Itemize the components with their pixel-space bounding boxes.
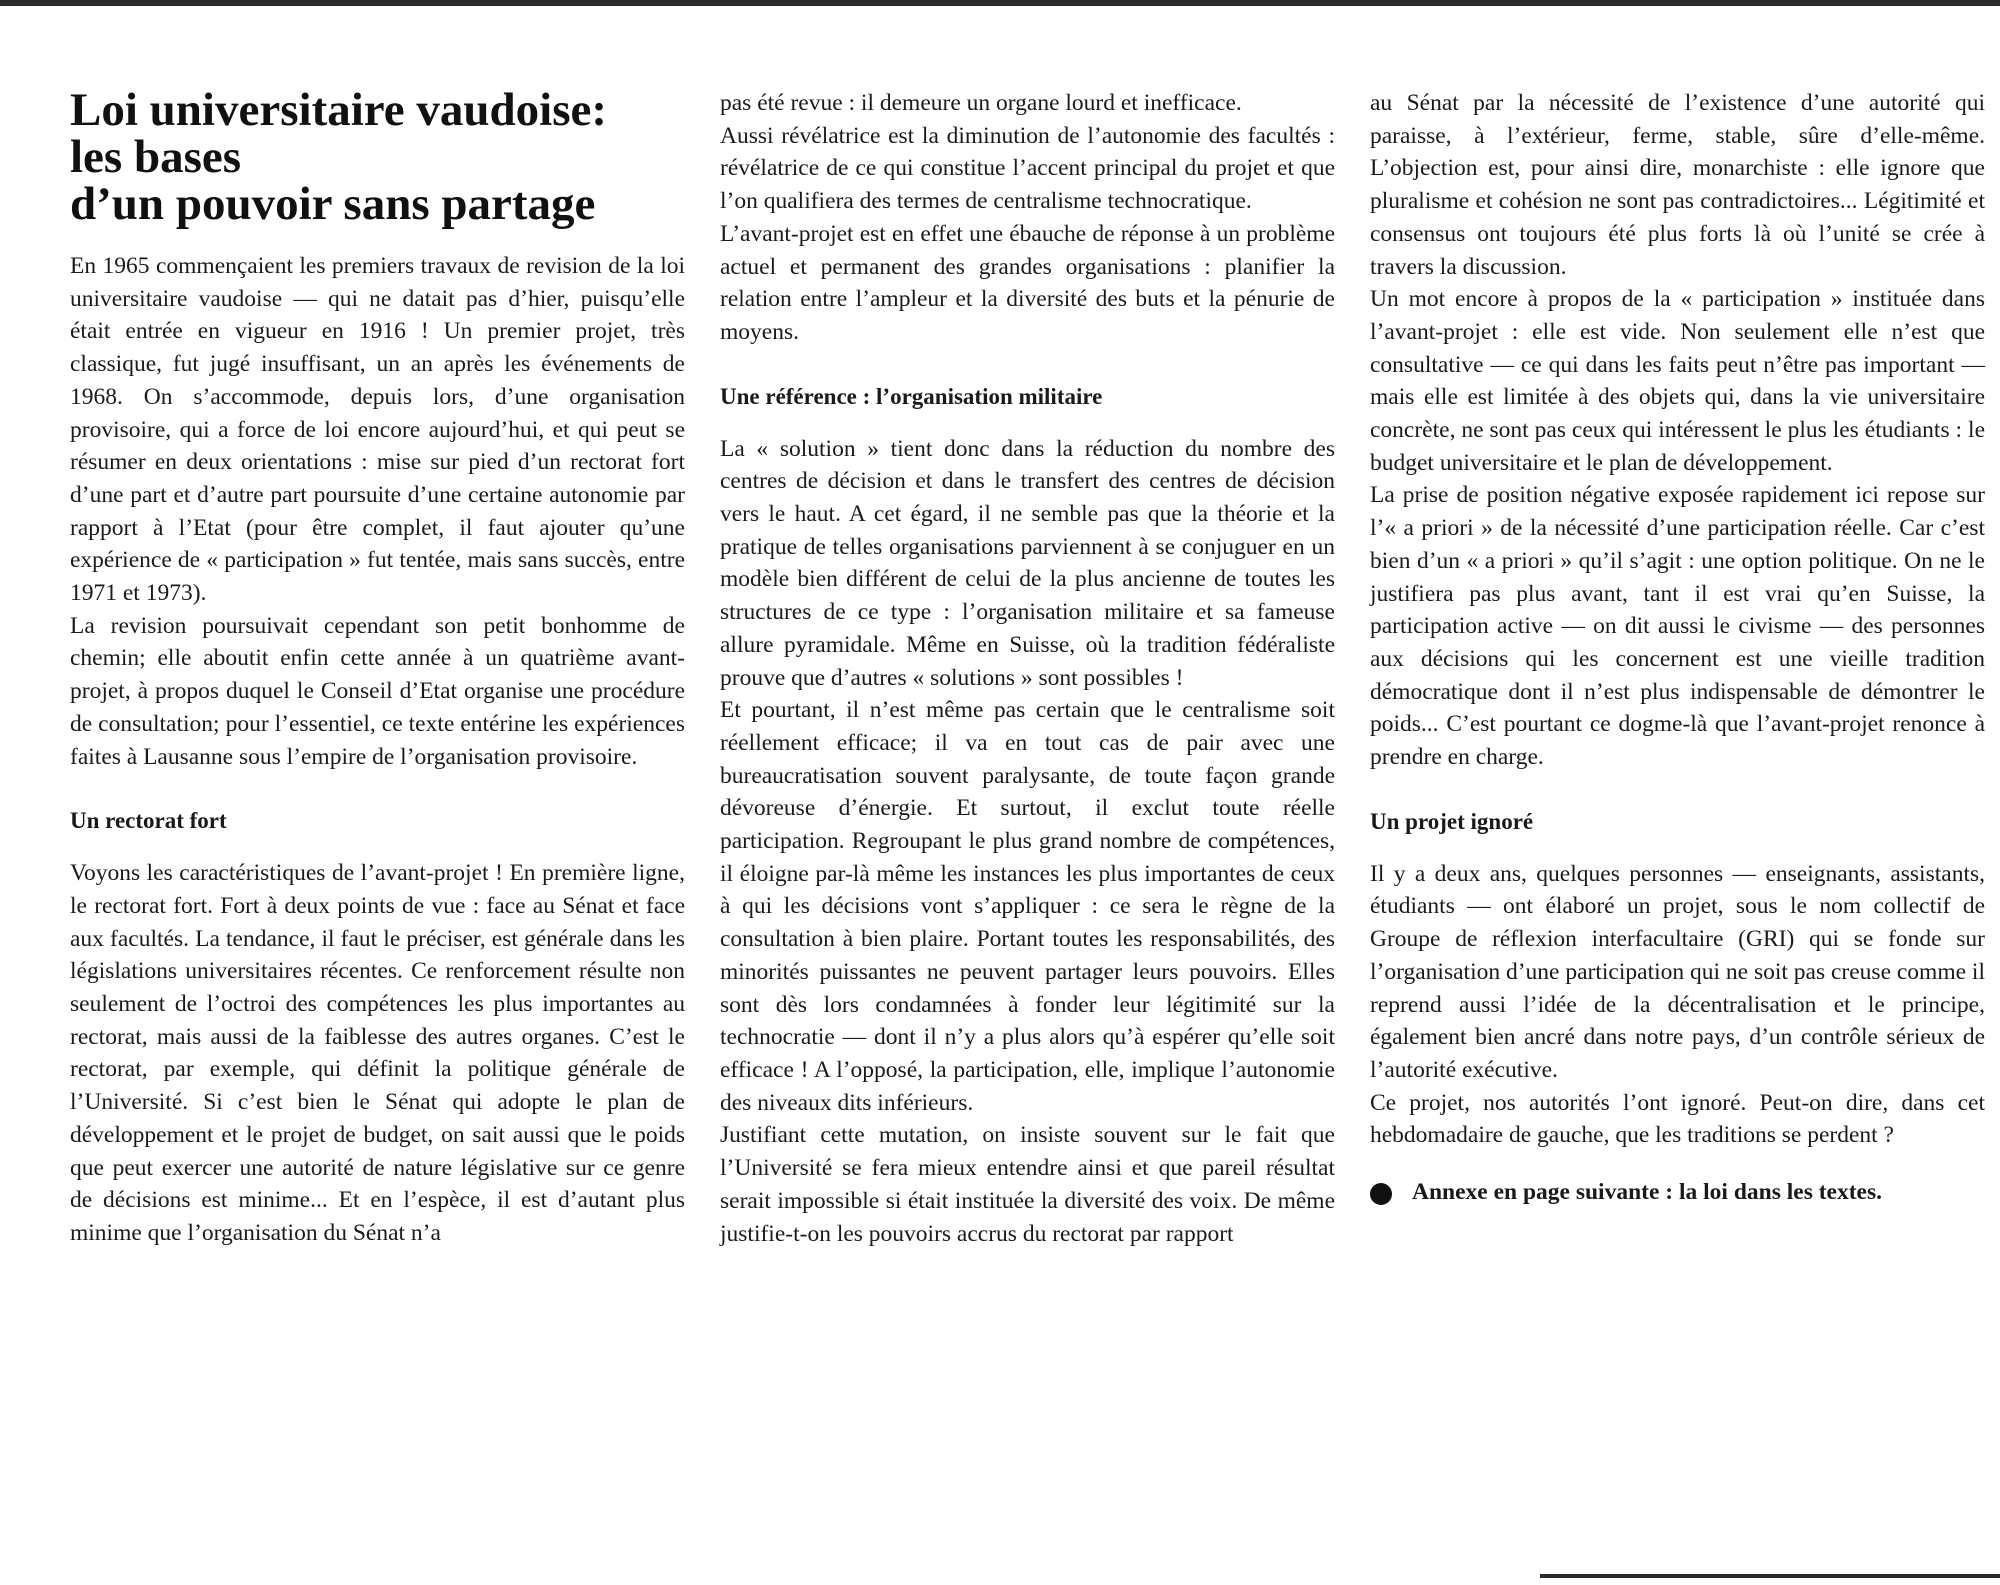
paragraph: pas été revue : il demeure un organe lourd et inefficace. (720, 90, 1242, 116)
annex-note (1370, 1176, 1985, 1209)
article-title (70, 84, 685, 230)
paragraph: La revision poursuivait cependant son petit bonhomme de chemin; elle aboutit enfin cette année à un quatrième avant-projet, à propos duquel le Conseil d’Etat organise une procédure de consultation; pour l’essentiel, ce texte entérine les expériences faites à Lausanne sous l’empire de l’organisation provisoire. (70, 612, 685, 770)
section-heading: Un rectorat fort (70, 808, 227, 834)
title-line-2: les bases (70, 131, 242, 183)
section-heading: Une référence : l’organisation militaire (720, 383, 1103, 409)
title-line-3: d’un pouvoir sans partage (70, 178, 596, 230)
paragraph: En 1965 commençaient les premiers travaux de revision de la loi universitaire vaudoise — qui ne datait pas d’hier, puisqu’elle était entrée en vigueur en 1916 ! Un premier projet, très classique, fut jugé insuffisant, un an après les événements de 1968. On s’accommode, depuis lors, d’une organisation provisoire, qui a force de loi encore aujourd’hui, et qui peut se résumer en deux orientations : mise sur pied d’un rectorat fort d’une part et d’autre part poursuite d’une certaine autonomie par rapport à l’Etat (pour être complet, il faut ajouter qu’une expérience de « participation » fut tentée, mais sans succès, entre 1971 et 1973). (70, 253, 685, 607)
column-2 (720, 87, 1335, 1250)
paragraph: Il y a deux ans, quelques personnes — enseignants, assistants, étudiants — ont élaboré un projet, sous le nom collectif de Groupe de réflexion interfacultaire (GRI) qui se fonde sur l’organisation d’une participation qui ne soit pas creuse comme il reprend aussi l’idée de la décentralisation et le principe, également bien ancré dans notre pays, d’un contrôle sérieux de l’autorité exécutive. (1370, 860, 1985, 1083)
annex-note-text: Annexe en page suivante : la loi dans les textes. (1412, 1179, 1882, 1206)
bottom-rule (1540, 1574, 2000, 1578)
title-line-1: Loi universitaire vaudoise: (70, 84, 608, 136)
paragraph: Et pourtant, il n’est même pas certain que le centralisme soit réellement efficace; il va en tout cas de pair avec une bureaucratisation souvent paralysante, de toute façon grande dévoreuse d’énergie. Et surtout, il exclut toute réelle participation. Regroupant le plus grand nombre de compétences, il éloigne par-là même les instances les plus importantes de ceux à qui les décisions vont s’appliquer : ce sera le règne de la consultation à bien plaire. Portant toutes les responsabilités, des minorités puissantes ne peuvent partager leurs pouvoirs. Elles sont dès lors condamnées à fonder leur légitimité sur la technocratie — dont il n’y a plus alors qu’à espérer qu’elle soit efficace ! A l’opposé, la participation, elle, implique l’autonomie des niveaux dits inférieurs. (720, 697, 1335, 1116)
top-rule (0, 0, 2000, 6)
column-3 (1370, 87, 1985, 1209)
paragraph: L’avant-projet est en effet une ébauche de réponse à un problème actuel et permanent des grandes organisations : planifier la relation entre l’ampleur et la diversité des buts et la pénurie de moyens. (720, 220, 1335, 345)
paragraph: Voyons les caractéristiques de l’avant-projet ! En première ligne, le rectorat fort. Fort à deux points de vue : face au Sénat et face aux facultés. La tendance, il faut le préciser, est générale dans les législations universitaires récentes. Ce renforcement résulte non seulement de l’octroi des compétences les plus importantes au rectorat, mais aussi de la faiblesse des autres organes. C’est le rectorat, par exemple, qui définit la politique générale de l’Université. Si c’est bien le Sénat qui adopte le plan de développement et le projet de budget, on sait aussi que le poids que peut exercer une autorité de nature législative sur ce genre de décisions est minime... Et en l’espèce, il est d’autant plus minime que l’organisation du Sénat n’a (70, 860, 685, 1246)
paragraph: Aussi révélatrice est la diminution de l’autonomie des facultés : révélatrice de ce qui constitue l’accent principal du projet et que l’on qualifiera des termes de centralisme technocratique. (720, 122, 1335, 215)
column-1 (70, 84, 685, 1250)
paragraph: Justifiant cette mutation, on insiste souvent sur le fait que l’Université se fera mieux entendre ainsi et que pareil résultat serait impossible si était instituée la diversité des voix. De même justifie-t-on les pouvoirs accrus du rectorat par rapport (720, 1122, 1335, 1247)
paragraph: La prise de position négative exposée rapidement ici repose sur l’« a priori » de la nécessité d’une participation réelle. Car c’est bien d’un « a priori » qu’il s’agit : une option politique. On ne le justifiera pas plus avant, tant il est vrai qu’en Suisse, la participation active — on dit aussi le civisme — des personnes aux décisions qui les concernent est une vieille tradition démocratique dont il n’est plus indispensable de démontrer le poids... C’est pourtant ce dogme-là que l’avant-projet renonce à prendre en charge. (1370, 482, 1985, 771)
section-heading: Un projet ignoré (1370, 808, 1534, 834)
paragraph: Un mot encore à propos de la « participation » instituée dans l’avant-projet : elle est vide. Non seulement elle n’est que consultative — ce qui dans les faits peut n’être pas important — mais elle est limitée à des objets qui, dans la vie universitaire concrète, ne sont pas ceux qui intéressent le plus les étudiants : le budget universitaire et le plan de développement. (1370, 286, 1985, 476)
paragraph: au Sénat par la nécessité de l’existence d’une autorité qui paraisse, à l’extérieur, ferme, stable, sûre d’elle-même. L’objection est, pour ainsi dire, monarchiste : elle ignore que pluralisme et cohésion ne sont pas contradictoires... Légitimité et consensus ont toujours été plus forts là où l’unité se crée à travers la discussion. (1370, 90, 1985, 280)
bullet-dot-icon (1370, 1183, 1392, 1205)
paragraph: La « solution » tient donc dans la réduction du nombre des centres de décision et dans le transfert des centres de décision vers le haut. A cet égard, il ne semble pas que la théorie et la pratique de telles organisations parviennent à se conjuguer en un modèle bien différent de celui de la plus ancienne de toutes les structures de ce type : l’organisation militaire et sa fameuse allure pyramidale. Même en Suisse, où la tradition fédéraliste prouve que d’autres « solutions » sont possibles ! (720, 435, 1335, 691)
paragraph: Ce projet, nos autorités l’ont ignoré. Peut-on dire, dans cet hebdomadaire de gauche, que les traditions se perdent ? (1370, 1089, 1985, 1149)
